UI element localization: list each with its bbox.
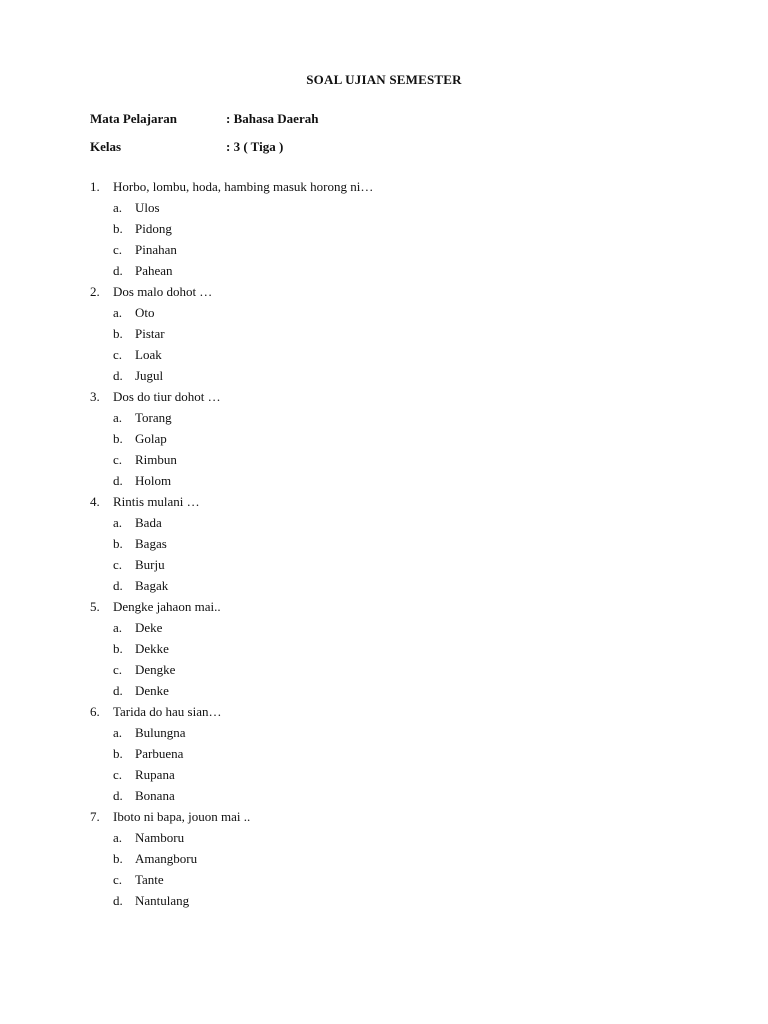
- question-line: [90, 176, 373, 197]
- answer-option: [90, 617, 373, 638]
- answer-option: [90, 260, 373, 281]
- option-letter: a.: [113, 515, 123, 530]
- question-number: 2.: [90, 284, 100, 299]
- option-text: Amangboru: [135, 851, 198, 866]
- option-text: Oto: [135, 305, 155, 320]
- question-item: [90, 806, 373, 911]
- option-letter: d.: [113, 683, 123, 698]
- question-text: Tarida do hau sian…: [113, 704, 222, 719]
- answer-option: [90, 428, 373, 449]
- class-value: : 3 ( Tiga ): [226, 139, 284, 154]
- answer-option: [90, 785, 373, 806]
- answer-option: [90, 449, 373, 470]
- option-letter: c.: [113, 662, 123, 677]
- option-letter: a.: [113, 725, 123, 740]
- option-letter: c.: [113, 242, 123, 257]
- question-number: 1.: [90, 179, 100, 194]
- question-number: 4.: [90, 494, 100, 509]
- answer-option: [90, 659, 373, 680]
- option-letter: c.: [113, 767, 123, 782]
- option-letter: d.: [113, 473, 123, 488]
- answer-option: [90, 680, 373, 701]
- option-text: Loak: [135, 347, 162, 362]
- question-line: [90, 806, 373, 827]
- question-text: Dos do tiur dohot …: [113, 389, 221, 404]
- option-letter: d.: [113, 263, 123, 278]
- option-letter: d.: [113, 578, 123, 593]
- answer-option: [90, 764, 373, 785]
- question-line: [90, 386, 373, 407]
- option-text: Burju: [135, 557, 165, 572]
- answer-option: [90, 470, 373, 491]
- option-text: Bagas: [135, 536, 167, 551]
- option-letter: b.: [113, 431, 123, 446]
- option-text: Dengke: [135, 662, 176, 677]
- question-line: [90, 491, 373, 512]
- question-number: 7.: [90, 809, 100, 824]
- option-letter: b.: [113, 746, 123, 761]
- option-letter: c.: [113, 557, 123, 572]
- option-text: Parbuena: [135, 746, 184, 761]
- answer-option: [90, 743, 373, 764]
- option-letter: d.: [113, 893, 123, 908]
- question-line: [90, 596, 373, 617]
- question-line: [90, 281, 373, 302]
- subject-value: : Bahasa Daerah: [226, 111, 319, 126]
- option-letter: c.: [113, 872, 123, 887]
- question-item: [90, 176, 373, 281]
- option-text: Bulungna: [135, 725, 186, 740]
- answer-option: [90, 365, 373, 386]
- answer-option: [90, 827, 373, 848]
- page-title: SOAL UJIAN SEMESTER: [306, 72, 462, 87]
- option-text: Rimbun: [135, 452, 177, 467]
- option-letter: a.: [113, 305, 123, 320]
- answer-option: [90, 533, 373, 554]
- option-letter: a.: [113, 410, 123, 425]
- answer-option: [90, 218, 373, 239]
- question-text: Iboto ni bapa, jouon mai ..: [113, 809, 251, 824]
- option-letter: b.: [113, 536, 123, 551]
- option-text: Pinahan: [135, 242, 177, 257]
- question-text: Rintis mulani …: [113, 494, 200, 509]
- subject-label: Mata Pelajaran: [90, 111, 178, 126]
- question-number: 5.: [90, 599, 100, 614]
- answer-option: [90, 512, 373, 533]
- option-text: Bonana: [135, 788, 175, 803]
- option-letter: c.: [113, 347, 123, 362]
- option-text: Pistar: [135, 326, 165, 341]
- class-label: Kelas: [90, 139, 122, 154]
- question-item: [90, 596, 373, 701]
- question-number: 3.: [90, 389, 100, 404]
- option-letter: d.: [113, 788, 123, 803]
- question-text: Horbo, lombu, hoda, hambing masuk horong ni…: [113, 179, 374, 194]
- option-text: Nantulang: [135, 893, 190, 908]
- question-item: [90, 701, 373, 806]
- option-text: Pidong: [135, 221, 172, 236]
- option-text: Tante: [135, 872, 164, 887]
- option-text: Jugul: [135, 368, 164, 383]
- question-text: Dengke jahaon mai..: [113, 599, 221, 614]
- option-text: Golap: [135, 431, 167, 446]
- question-item: [90, 491, 373, 596]
- answer-option: [90, 344, 373, 365]
- answer-option: [90, 407, 373, 428]
- answer-option: [90, 197, 373, 218]
- answer-option: [90, 554, 373, 575]
- option-letter: c.: [113, 452, 123, 467]
- answer-option: [90, 722, 373, 743]
- option-letter: a.: [113, 620, 123, 635]
- option-text: Bagak: [135, 578, 169, 593]
- option-text: Deke: [135, 620, 163, 635]
- option-text: Ulos: [135, 200, 160, 215]
- question-list: [90, 176, 373, 911]
- option-text: Namboru: [135, 830, 185, 845]
- option-letter: a.: [113, 830, 123, 845]
- answer-option: [90, 890, 373, 911]
- meta-class-row: [90, 139, 283, 155]
- option-letter: b.: [113, 641, 123, 656]
- answer-option: [90, 302, 373, 323]
- answer-option: [90, 848, 373, 869]
- option-letter: b.: [113, 221, 123, 236]
- question-text: Dos malo dohot …: [113, 284, 213, 299]
- option-text: Denke: [135, 683, 169, 698]
- option-letter: d.: [113, 368, 123, 383]
- meta-subject-row: [90, 111, 318, 127]
- option-text: Torang: [135, 410, 172, 425]
- option-text: Rupana: [135, 767, 175, 782]
- question-item: [90, 386, 373, 491]
- answer-option: [90, 869, 373, 890]
- option-letter: b.: [113, 851, 123, 866]
- option-letter: b.: [113, 326, 123, 341]
- option-letter: a.: [113, 200, 123, 215]
- answer-option: [90, 323, 373, 344]
- option-text: Holom: [135, 473, 172, 488]
- answer-option: [90, 239, 373, 260]
- question-number: 6.: [90, 704, 100, 719]
- option-text: Dekke: [135, 641, 169, 656]
- option-text: Bada: [135, 515, 162, 530]
- question-item: [90, 281, 373, 386]
- answer-option: [90, 575, 373, 596]
- option-text: Pahean: [135, 263, 173, 278]
- answer-option: [90, 638, 373, 659]
- question-line: [90, 701, 373, 722]
